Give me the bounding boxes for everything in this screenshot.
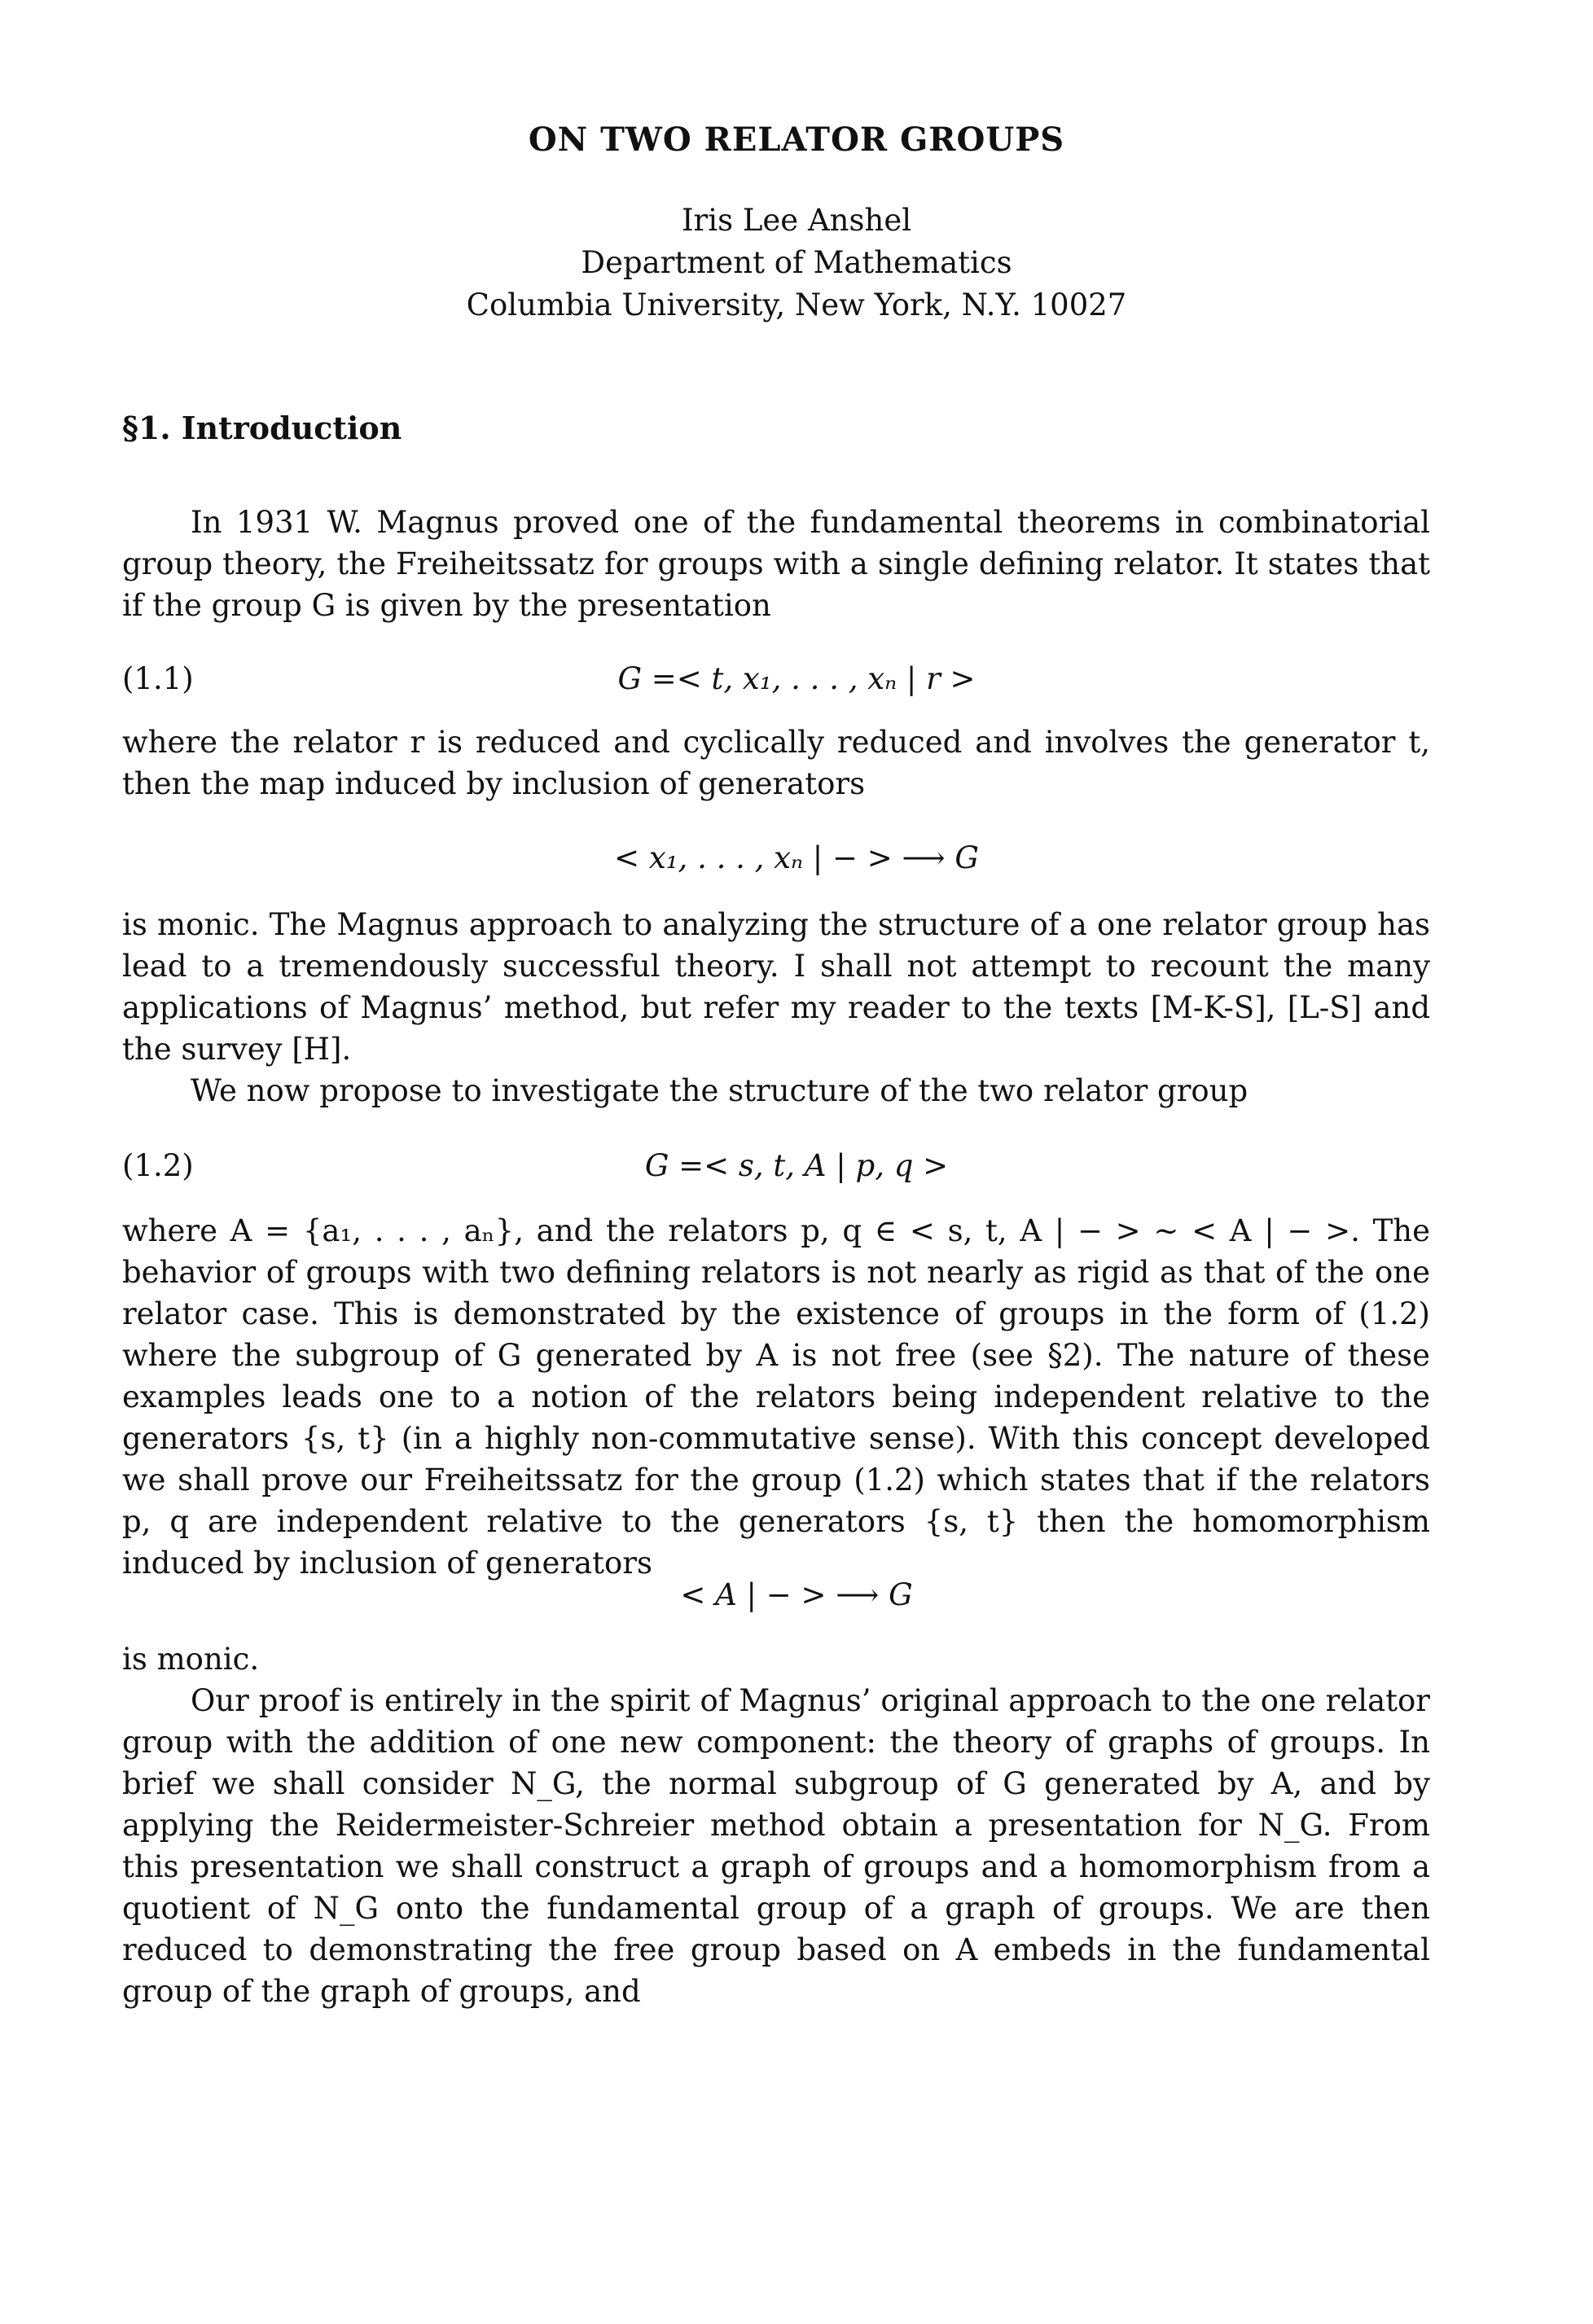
intro-paragraph-6: is monic. bbox=[122, 1642, 260, 1677]
paper-title: ON TWO RELATOR GROUPS bbox=[528, 121, 1065, 159]
equation-1-1 bbox=[0, 658, 1593, 700]
intro-paragraph-4: We now propose to investigate the structure of the two relator group bbox=[191, 1073, 1249, 1108]
display-map-2: < A | − > ⟶ G bbox=[680, 1577, 913, 1612]
equation-1-2 bbox=[0, 1145, 1593, 1187]
equation-number: (1.2) bbox=[122, 1148, 194, 1183]
intro-paragraph-1: In 1931 W. Magnus proved one of the fundamental theorems in combinatorial group theory, the Freiheitssatz for groups with a single defining relator. It states that if the group G is given by the presentation bbox=[122, 505, 1430, 623]
equation-number: (1.1) bbox=[122, 661, 194, 696]
intro-paragraph-7: Our proof is entirely in the spirit of Magnus’ original approach to the one relator group with the addition of one new component: the theory of graphs of groups. In brief we shall consider N_G, the normal subgroup of G generated by A, and by applying the Reidermeister-Schreier method obtain a presentation for N_G. From this presentation we shall construct a graph of groups and a homomorphism from a quotient of N_G onto the fundamental group of a graph of groups. We are then reduced to demonstrating the free group based on A embeds in the fundamental group of the graph of groups, and bbox=[122, 1683, 1430, 2009]
equation-body: G =< t, x₁, . . . , xₙ | r > bbox=[617, 661, 976, 696]
intro-paragraph-3: is monic. The Magnus approach to analyzing the structure of a one relator group has lead to a tremendously successful theory. I shall not attempt to recount the many applications of Magnus’ method, but refer my reader to the texts [M-K-S], [L-S] and the survey [H]. bbox=[122, 907, 1430, 1067]
author-institution: Columbia University, New York, N.Y. 10027 bbox=[466, 287, 1127, 322]
author-name: Iris Lee Anshel bbox=[681, 203, 912, 238]
section-heading-introduction: §1. Introduction bbox=[122, 410, 402, 446]
author-department: Department of Mathematics bbox=[581, 245, 1012, 280]
intro-paragraph-5: where A = {a₁, . . . , aₙ}, and the relators p, q ∈ < s, t, A | − > ∼ < A | − >. The behavior of groups with two defining relators is not nearly as rigid as that of the one relator case. This is demonstrated by the existence of groups in the form of (1.2) where the subgroup of G generated by A is not free (see §2). The nature of these examples leads one to a notion of the relators being independent relative to the generators {s, t} (in a highly non-commutative sense). With this concept developed we shall prove our Freiheitssatz for the group (1.2) which states that if the relators p, q are independent relative to the generators {s, t} then the homomorphism induced by inclusion of generators bbox=[122, 1213, 1430, 1581]
equation-body: G =< s, t, A | p, q > bbox=[644, 1148, 949, 1183]
display-map-1: < x₁, . . . , xₙ | − > ⟶ G bbox=[614, 840, 979, 875]
intro-paragraph-2: where the relator r is reduced and cyclically reduced and involves the generator t, then the map induced by inclusion of generators bbox=[122, 725, 1430, 801]
